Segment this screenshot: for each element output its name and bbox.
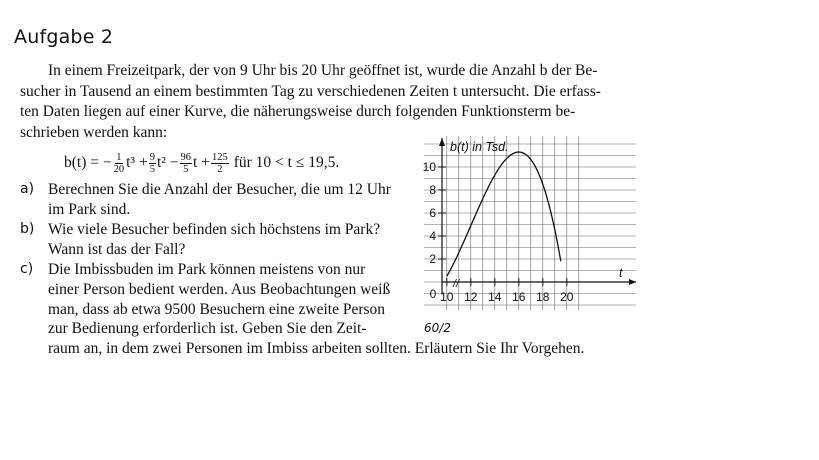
x-axis-label: t <box>619 266 623 280</box>
fraction-4 <box>211 152 229 175</box>
origin-label: 0 <box>429 287 437 301</box>
fraction-numerator: 9 <box>149 151 155 163</box>
task-label: b) <box>20 221 35 237</box>
formula-term: t³ + <box>126 154 148 171</box>
task-heading: Aufgabe 2 <box>14 26 114 48</box>
y-axis-label: b(t) in Tsd. <box>450 140 509 154</box>
y-tick-label: 6 <box>429 206 436 220</box>
formula-term: t + <box>193 154 210 171</box>
task-line: zur Bedienung erforderlich ist. Geben Sie den Zeit- <box>48 320 367 338</box>
x-tick-label: 20 <box>560 290 574 304</box>
x-tick-label: 16 <box>512 290 526 304</box>
formula-lhs: b(t) = − <box>64 154 112 171</box>
x-tick-label: 14 <box>488 290 502 304</box>
fraction-1 <box>113 152 126 175</box>
fraction-numerator: 1 <box>116 151 122 163</box>
intro-line: sucher in Tausend an einem bestimmten Tag zu verschiedenen Zeiten t untersucht. Die erfass- <box>20 82 601 100</box>
intro-line: schrieben werden kann: <box>20 123 168 141</box>
x-axis-arrow <box>629 279 636 285</box>
function-curve <box>447 152 561 276</box>
task-label: c) <box>20 261 34 277</box>
fraction-denominator: 2 <box>217 163 223 175</box>
intro-line: ten Daten liegen auf einer Kurve, die näherungsweise durch folgenden Funktionsterm be- <box>20 103 576 120</box>
x-tick-label: 18 <box>536 290 550 304</box>
task-line: Wann ist das der Fall? <box>48 240 186 258</box>
fraction-numerator: 125 <box>211 151 228 163</box>
function-formula <box>64 149 339 177</box>
fraction-denominator: 5 <box>183 163 189 175</box>
intro-line: In einem Freizeitpark, der von 9 Uhr bis 20 Uhr geöffnet ist, wurde die Anzahl b der Be- <box>48 62 598 79</box>
formula-domain: für 10 < t ≤ 19,5. <box>233 154 340 171</box>
task-line: einer Person bedient werden. Aus Beobachtungen weiß <box>48 280 391 298</box>
fraction-3 <box>180 152 193 175</box>
task-line: im Park sind. <box>48 200 131 218</box>
y-axis-arrow <box>439 138 445 146</box>
x-tick-label: 10 <box>440 290 454 304</box>
task-line: raum an, in dem zwei Personen im Imbiss arbeiten sollten. Erläutern Sie Ihr Vorgehen. <box>48 340 585 358</box>
task-label: a) <box>20 181 35 197</box>
intro-text <box>20 61 636 143</box>
y-tick-label: 4 <box>429 229 436 243</box>
y-tick-label: 10 <box>422 160 436 174</box>
y-tick-label: 2 <box>429 252 436 266</box>
fraction-denominator: 20 <box>113 163 125 175</box>
function-graph <box>416 134 638 334</box>
x-tick-label: 12 <box>464 290 478 304</box>
fraction-2 <box>149 152 156 175</box>
axis-break-mark: // <box>452 278 460 290</box>
figure-label: 60/2 <box>424 321 451 335</box>
formula-term: t² − <box>156 154 179 171</box>
fraction-denominator: 5 <box>149 163 155 175</box>
task-line: Die Imbissbuden im Park können meistens von nur <box>48 261 366 278</box>
y-tick-label: 8 <box>429 183 436 197</box>
fraction-numerator: 96 <box>180 151 192 163</box>
task-line: Berechnen Sie die Anzahl der Besucher, die um 12 Uhr <box>48 181 391 198</box>
task-line: Wie viele Besucher befinden sich höchstens im Park? <box>48 221 381 238</box>
task-line: man, dass ab etwa 9500 Besuchern eine zweite Person <box>48 300 386 318</box>
